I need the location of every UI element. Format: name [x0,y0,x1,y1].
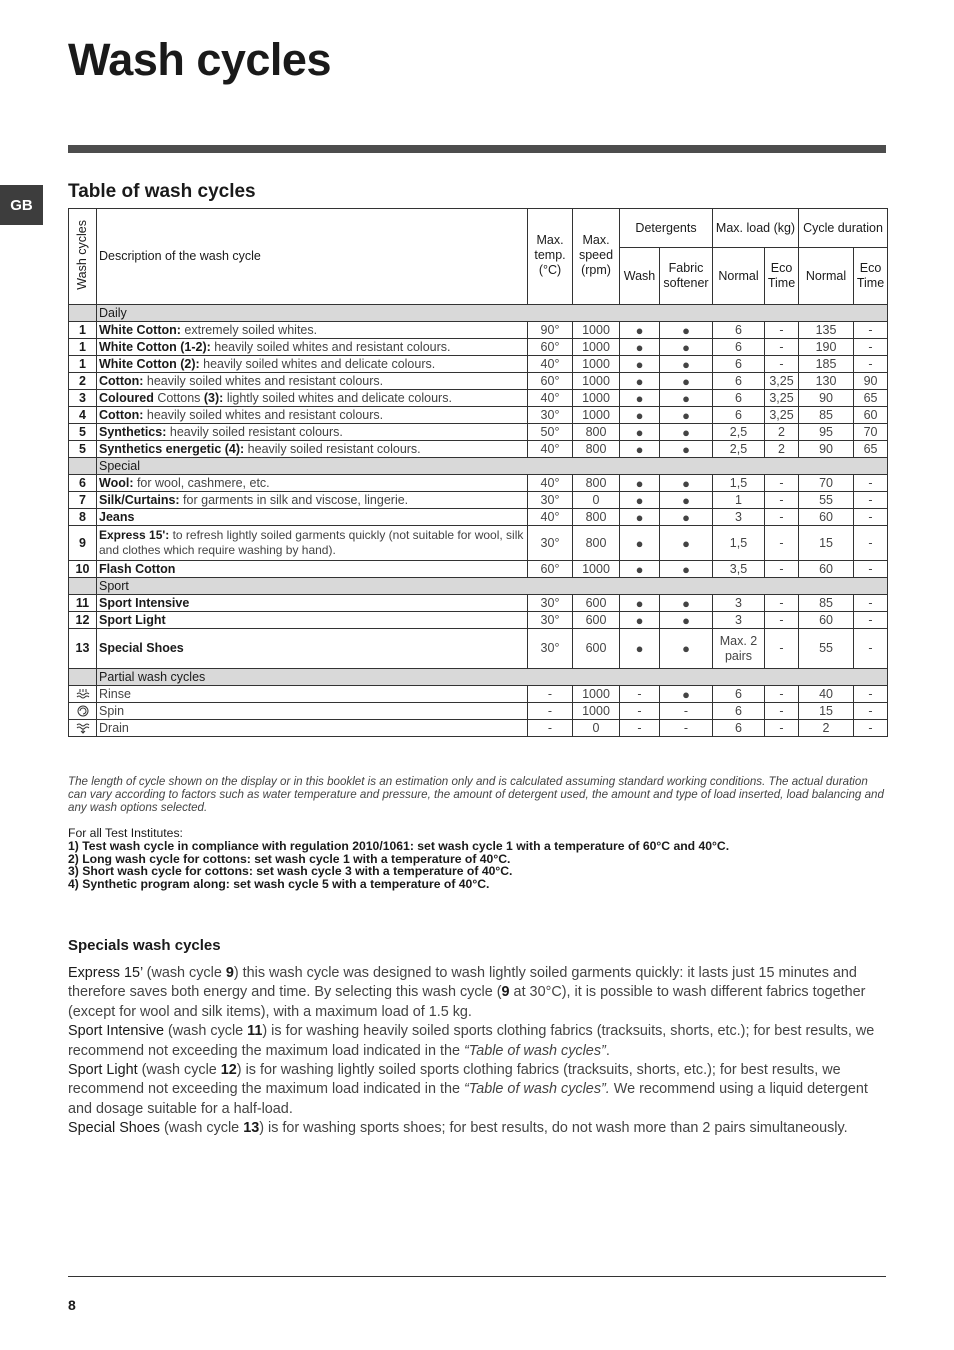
cycle-number: 1 [69,339,97,356]
load-normal: Max. 2 pairs [713,629,765,669]
table-row [69,407,888,424]
cycle-description: Silk/Curtains: for garments in silk and viscose, lingerie. [97,492,528,509]
header-fabric-softener: Fabric softener [660,248,713,305]
max-speed: 0 [573,492,620,509]
header-max-load: Max. load (kg) [713,209,799,248]
max-temp: 30° [528,595,573,612]
max-temp: 50° [528,424,573,441]
duration-eco: 70 [854,424,888,441]
wash-dot: ● [620,390,660,407]
softener-dot: ● [660,441,713,458]
softener-dot: ● [660,322,713,339]
cycle-description: Cotton: heavily soiled whites and resistant colours. [97,407,528,424]
cycle-description: White Cotton (1-2): heavily soiled whites and resistant colours. [97,339,528,356]
cycle-description: Spin [97,703,528,720]
max-temp: 40° [528,509,573,526]
table-row [69,356,888,373]
load-eco: - [765,339,799,356]
cycle-number: 13 [69,629,97,669]
max-temp: 30° [528,492,573,509]
load-normal: 3 [713,509,765,526]
duration-eco: - [854,356,888,373]
max-temp: 30° [528,612,573,629]
cycle-description: Sport Intensive [97,595,528,612]
test-note: 3) Short wash cycle for cottons: set wash cycle 3 with a temperature of 40°C. [68,864,513,879]
wash-cycles-table [68,208,888,737]
test-note: 4) Synthetic program along: set wash cycle 5 with a temperature of 40°C. [68,877,490,892]
duration-normal: 95 [799,424,854,441]
cycle-number: 5 [69,441,97,458]
wash-dot: ● [620,322,660,339]
category-row-special [69,458,888,475]
load-eco: - [765,509,799,526]
max-temp: 60° [528,339,573,356]
wash-dot: - [620,703,660,720]
max-speed: 800 [573,475,620,492]
duration-normal: 70 [799,475,854,492]
special-special-shoes: Special Shoes (wash cycle 13) is for washing sports shoes; for best results, do not wash more than 2 pairs simultaneously. [68,1120,848,1137]
cycle-number: 1 [69,356,97,373]
header-duration-normal: Normal [799,248,854,305]
load-normal: 6 [713,720,765,737]
load-eco: - [765,526,799,561]
table-row [69,561,888,578]
duration-normal: 130 [799,373,854,390]
max-speed: 800 [573,441,620,458]
max-temp: 30° [528,526,573,561]
max-temp: 90° [528,322,573,339]
max-temp: - [528,703,573,720]
softener-dot: ● [660,492,713,509]
load-eco: - [765,720,799,737]
cycle-number: 11 [69,595,97,612]
max-temp: 60° [528,373,573,390]
category-label: Sport [97,578,888,595]
load-normal: 3 [713,595,765,612]
duration-eco: - [854,322,888,339]
duration-eco: - [854,526,888,561]
cycle-description: Special Shoes [97,629,528,669]
special-sport-intensive: Sport Intensive (wash cycle 11) is for washing heavily soiled sports clothing fabrics (tracksuits, shorts, etc.); for best results, we recommend not exceeding the maximum load indicated in the “Table of wash cycles”. [68,1023,875,1059]
load-normal: 1,5 [713,475,765,492]
max-speed: 1000 [573,322,620,339]
max-temp: 30° [528,629,573,669]
max-speed: 600 [573,612,620,629]
table-row [69,441,888,458]
load-normal: 6 [713,407,765,424]
cycle-description: Flash Cotton [97,561,528,578]
category-label: Special [97,458,888,475]
table-row [69,339,888,356]
page-number: 8 [68,1297,76,1313]
duration-eco: 60 [854,407,888,424]
test-institutes-notes [68,827,886,891]
max-speed: 1000 [573,373,620,390]
max-temp: 40° [528,356,573,373]
header-divider-bar [68,145,886,153]
wash-dot: ● [620,339,660,356]
cycle-description: Synthetics: heavily soiled resistant colours. [97,424,528,441]
max-temp: - [528,720,573,737]
load-normal: 2,5 [713,424,765,441]
cycle-description: Express 15': to refresh lightly soiled garments quickly (not suitable for wool, silk and clothes which require washing by hand). [97,526,528,561]
duration-eco: - [854,561,888,578]
table-row [69,492,888,509]
table-row [69,720,888,737]
cycle-number: 2 [69,373,97,390]
test-institutes-heading: For all Test Institutes: [68,826,183,840]
wash-dot: - [620,686,660,703]
load-eco: - [765,475,799,492]
header-description: Description of the wash cycle [97,209,528,305]
max-speed: 1000 [573,561,620,578]
wash-dot: ● [620,561,660,578]
softener-dot: ● [660,373,713,390]
special-express: Express 15’ (wash cycle 9) this wash cycle was designed to wash lightly soiled garments quickly: it lasts just 15 minutes and therefore saves both energy and time. By selecting this wash cycle (9 at 30°C), it is possible to wash different fabrics together (except for wool and silk items), with a maximum load of 1.5 kg. [68,965,866,1020]
load-eco: - [765,612,799,629]
load-normal: 1,5 [713,526,765,561]
cycle-description: Sport Light [97,612,528,629]
load-normal: 2,5 [713,441,765,458]
load-eco: 2 [765,424,799,441]
max-speed: 600 [573,629,620,669]
duration-eco: 65 [854,441,888,458]
softener-dot: ● [660,407,713,424]
cycle-number: 8 [69,509,97,526]
duration-eco: - [854,612,888,629]
table-row [69,390,888,407]
softener-dot: ● [660,629,713,669]
duration-eco: - [854,720,888,737]
duration-eco: - [854,339,888,356]
duration-normal: 15 [799,526,854,561]
spin-icon [69,703,97,720]
wash-dot: ● [620,492,660,509]
cycle-number: 5 [69,424,97,441]
load-eco: - [765,356,799,373]
softener-dot: ● [660,509,713,526]
duration-normal: 90 [799,441,854,458]
table-row [69,322,888,339]
drain-icon [69,720,97,737]
max-temp: 40° [528,390,573,407]
duration-normal: 60 [799,612,854,629]
duration-normal: 90 [799,390,854,407]
header-load-eco: Eco Time [765,248,799,305]
header-duration-eco: Eco Time [854,248,888,305]
header-cycle-duration: Cycle duration [799,209,888,248]
cycle-description: Drain [97,720,528,737]
duration-eco: - [854,629,888,669]
max-temp: 40° [528,441,573,458]
softener-dot: ● [660,339,713,356]
cycle-length-disclaimer: The length of cycle shown on the display or in this booklet is an estimation only and is calculated assuming standard working conditions. The actual duration can vary according to factors such as water temperature and pressure, the amount of detergent used, the amount and type of load inserted, load balancing and any wash options selected. [68,775,884,814]
duration-eco: - [854,595,888,612]
category-label: Partial wash cycles [97,669,888,686]
test-note: 2) Long wash cycle for cottons: set wash cycle 1 with a temperature of 40°C. [68,851,511,866]
special-sport-light: Sport Light (wash cycle 12) is for washing lightly soiled sports clothing fabrics (tracksuits, shorts, etc.); for best results, we recommend not exceeding the maximum load indicated in the “Table of wash cycles”. We recommend using a liquid detergent and dosage suitable for a half-load. [68,1062,868,1117]
cycle-number: 3 [69,390,97,407]
cycle-number: 12 [69,612,97,629]
table-row [69,509,888,526]
wash-dot: ● [620,526,660,561]
load-eco: - [765,322,799,339]
load-normal: 6 [713,373,765,390]
wash-dot: ● [620,475,660,492]
table-row [69,629,888,669]
category-label: Daily [97,305,888,322]
duration-eco: - [854,492,888,509]
header-wash: Wash [620,248,660,305]
header-wash-cycles: Wash cycles [69,209,97,305]
header-max-speed: Max. speed (rpm) [573,209,620,305]
duration-normal: 185 [799,356,854,373]
cycle-number: 4 [69,407,97,424]
cycle-description: Wool: for wool, cashmere, etc. [97,475,528,492]
wash-dot: ● [620,441,660,458]
max-speed: 1000 [573,686,620,703]
cycle-description: White Cotton (2): heavily soiled whites and delicate colours. [97,356,528,373]
load-normal: 6 [713,390,765,407]
duration-normal: 135 [799,322,854,339]
softener-dot: ● [660,424,713,441]
load-eco: 3,25 [765,390,799,407]
max-temp: - [528,686,573,703]
duration-normal: 60 [799,561,854,578]
load-normal: 6 [713,686,765,703]
duration-eco: - [854,703,888,720]
duration-normal: 85 [799,595,854,612]
cycle-number: 10 [69,561,97,578]
duration-eco: - [854,686,888,703]
header-load-normal: Normal [713,248,765,305]
cycle-number: 1 [69,322,97,339]
softener-dot: ● [660,390,713,407]
cycle-number: 9 [69,526,97,561]
wash-dot: ● [620,373,660,390]
cycle-description: Rinse [97,686,528,703]
load-eco: 3,25 [765,407,799,424]
language-tab: GB [0,185,43,225]
max-temp: 60° [528,561,573,578]
duration-eco: 65 [854,390,888,407]
duration-normal: 85 [799,407,854,424]
softener-dot: ● [660,561,713,578]
duration-normal: 190 [799,339,854,356]
wash-dot: ● [620,595,660,612]
max-temp: 40° [528,475,573,492]
load-eco: - [765,561,799,578]
duration-normal: 40 [799,686,854,703]
max-speed: 800 [573,526,620,561]
wash-dot: - [620,720,660,737]
cycle-description: Synthetics energetic (4): heavily soiled resistant colours. [97,441,528,458]
softener-dot: ● [660,475,713,492]
softener-dot: ● [660,595,713,612]
load-normal: 6 [713,703,765,720]
cycle-description: Cotton: heavily soiled whites and resistant colours. [97,373,528,390]
category-row-partial [69,669,888,686]
duration-normal: 55 [799,492,854,509]
wash-dot: ● [620,424,660,441]
page-title: Wash cycles [68,34,331,85]
load-normal: 3,5 [713,561,765,578]
table-row [69,686,888,703]
header-detergents: Detergents [620,209,713,248]
duration-eco: - [854,475,888,492]
wash-dot: ● [620,629,660,669]
duration-normal: 15 [799,703,854,720]
wash-dot: ● [620,356,660,373]
max-speed: 800 [573,509,620,526]
max-speed: 1000 [573,703,620,720]
max-speed: 1000 [573,390,620,407]
category-row-sport [69,578,888,595]
table-row [69,424,888,441]
wash-dot: ● [620,509,660,526]
rinse-icon [69,686,97,703]
specials-title: Specials wash cycles [68,937,221,954]
duration-normal: 2 [799,720,854,737]
specials-descriptions [68,964,888,1139]
softener-dot: ● [660,526,713,561]
header-max-temp: Max. temp. (°C) [528,209,573,305]
cycle-description: White Cotton: extremely soiled whites. [97,322,528,339]
duration-normal: 60 [799,509,854,526]
footer-divider [68,1276,886,1277]
load-normal: 6 [713,322,765,339]
load-normal: 3 [713,612,765,629]
softener-dot: ● [660,356,713,373]
cycle-description: Coloured Cottons (3): lightly soiled whites and delicate colours. [97,390,528,407]
section-title: Table of wash cycles [68,181,256,202]
load-eco: 3,25 [765,373,799,390]
table-row [69,373,888,390]
test-note: 1) Test wash cycle in compliance with regulation 2010/1061: set wash cycle 1 with a temperature of 60°C and 40°C. [68,838,730,853]
max-speed: 1000 [573,407,620,424]
duration-eco: 90 [854,373,888,390]
category-row-daily [69,305,888,322]
load-eco: 2 [765,441,799,458]
softener-dot: - [660,703,713,720]
table-row [69,595,888,612]
cycle-number: 6 [69,475,97,492]
table-row [69,526,888,561]
table-row [69,612,888,629]
load-normal: 6 [713,356,765,373]
duration-normal: 55 [799,629,854,669]
table-row [69,475,888,492]
load-normal: 1 [713,492,765,509]
wash-dot: ● [620,407,660,424]
max-speed: 600 [573,595,620,612]
load-eco: - [765,492,799,509]
softener-dot: - [660,720,713,737]
load-eco: - [765,703,799,720]
load-eco: - [765,629,799,669]
load-eco: - [765,595,799,612]
softener-dot: ● [660,612,713,629]
max-speed: 0 [573,720,620,737]
load-normal: 6 [713,339,765,356]
max-speed: 1000 [573,339,620,356]
duration-eco: - [854,509,888,526]
cycle-number: 7 [69,492,97,509]
max-speed: 1000 [573,356,620,373]
load-eco: - [765,686,799,703]
softener-dot: ● [660,686,713,703]
cycle-description: Jeans [97,509,528,526]
table-row [69,703,888,720]
max-speed: 800 [573,424,620,441]
wash-dot: ● [620,612,660,629]
max-temp: 30° [528,407,573,424]
